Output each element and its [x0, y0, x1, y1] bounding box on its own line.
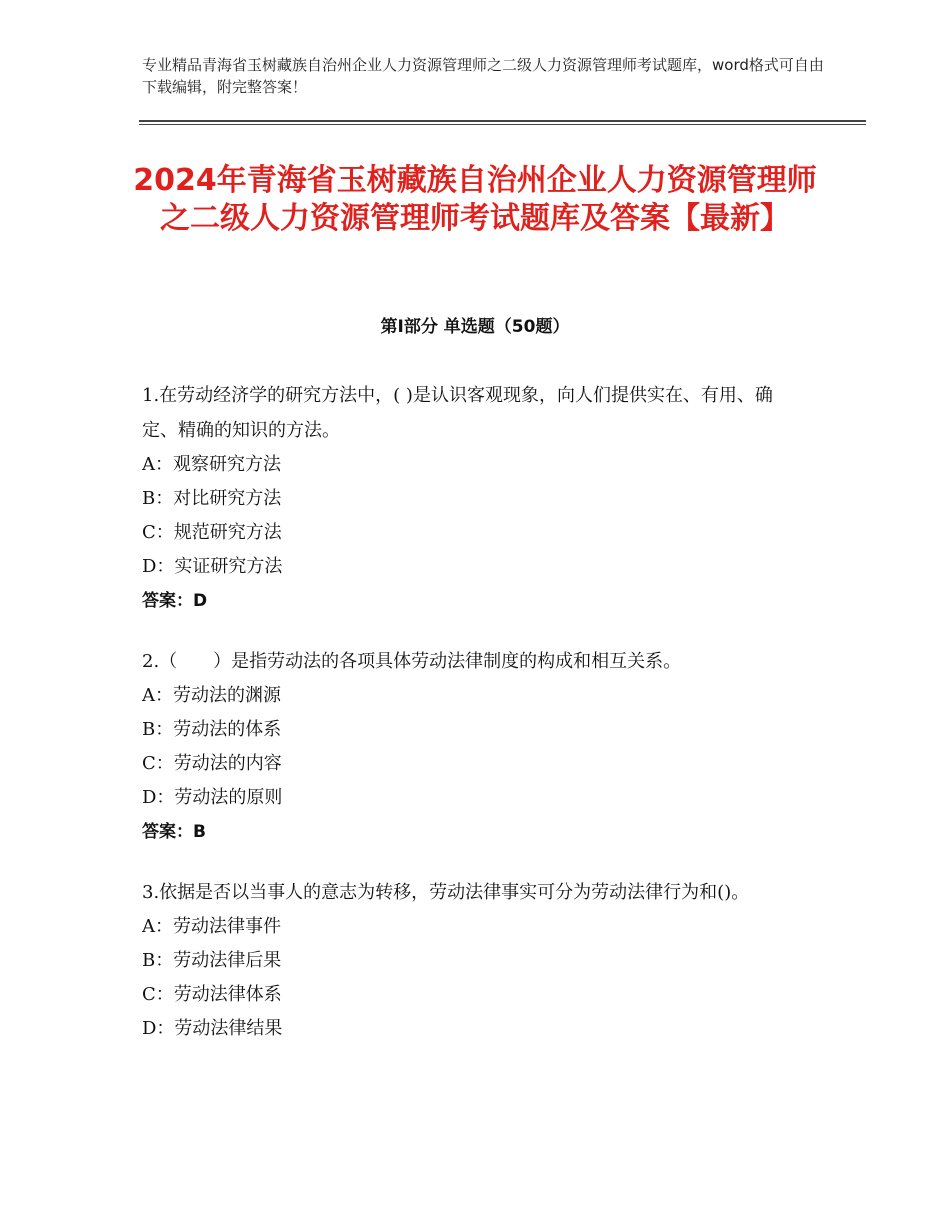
- option-a: A：观察研究方法: [142, 454, 281, 475]
- question-3: [142, 875, 802, 1046]
- option-d: D：劳动法的原则: [142, 787, 283, 808]
- option-c: C：劳动法的内容: [142, 753, 282, 774]
- option-b: B：劳动法律后果: [142, 950, 282, 971]
- question-list: [142, 378, 802, 1072]
- question-2: [142, 644, 802, 849]
- answer: 答案：D: [142, 591, 208, 611]
- option-c: C：规范研究方法: [142, 522, 282, 543]
- question-stem: 1.在劳动经济学的研究方法中，( )是认识客观现象，向人们提供实在、有用、确定、精确的知识的方法。: [142, 385, 773, 441]
- question-1: [142, 378, 802, 618]
- header-note: 专业精品青海省玉树藏族自治州企业人力资源管理师之二级人力资源管理师考试题库，word格式可自由下载编辑，附完整答案！: [142, 56, 824, 96]
- option-b: B：对比研究方法: [142, 488, 282, 509]
- header-rule-thick: [139, 120, 866, 122]
- option-a: A：劳动法律事件: [142, 916, 281, 937]
- document-title: 2024年青海省玉树藏族自治州企业人力资源管理师之二级人力资源管理师考试题库及答案【最新】: [133, 163, 817, 236]
- section-title: 第Ⅰ部分 单选题（50题）: [380, 317, 570, 337]
- question-stem: 3.依据是否以当事人的意志为转移，劳动法律事实可分为劳动法律行为和()。: [142, 882, 750, 903]
- question-stem: 2.（ ）是指劳动法的各项具体劳动法律制度的构成和相互关系。: [142, 651, 682, 672]
- option-b: B：劳动法的体系: [142, 719, 282, 740]
- option-d: D：实证研究方法: [142, 556, 283, 577]
- header-rule-thin: [139, 124, 866, 125]
- option-c: C：劳动法律体系: [142, 984, 282, 1005]
- option-a: A：劳动法的渊源: [142, 685, 281, 706]
- answer: 答案：B: [142, 822, 206, 842]
- option-d: D：劳动法律结果: [142, 1018, 283, 1039]
